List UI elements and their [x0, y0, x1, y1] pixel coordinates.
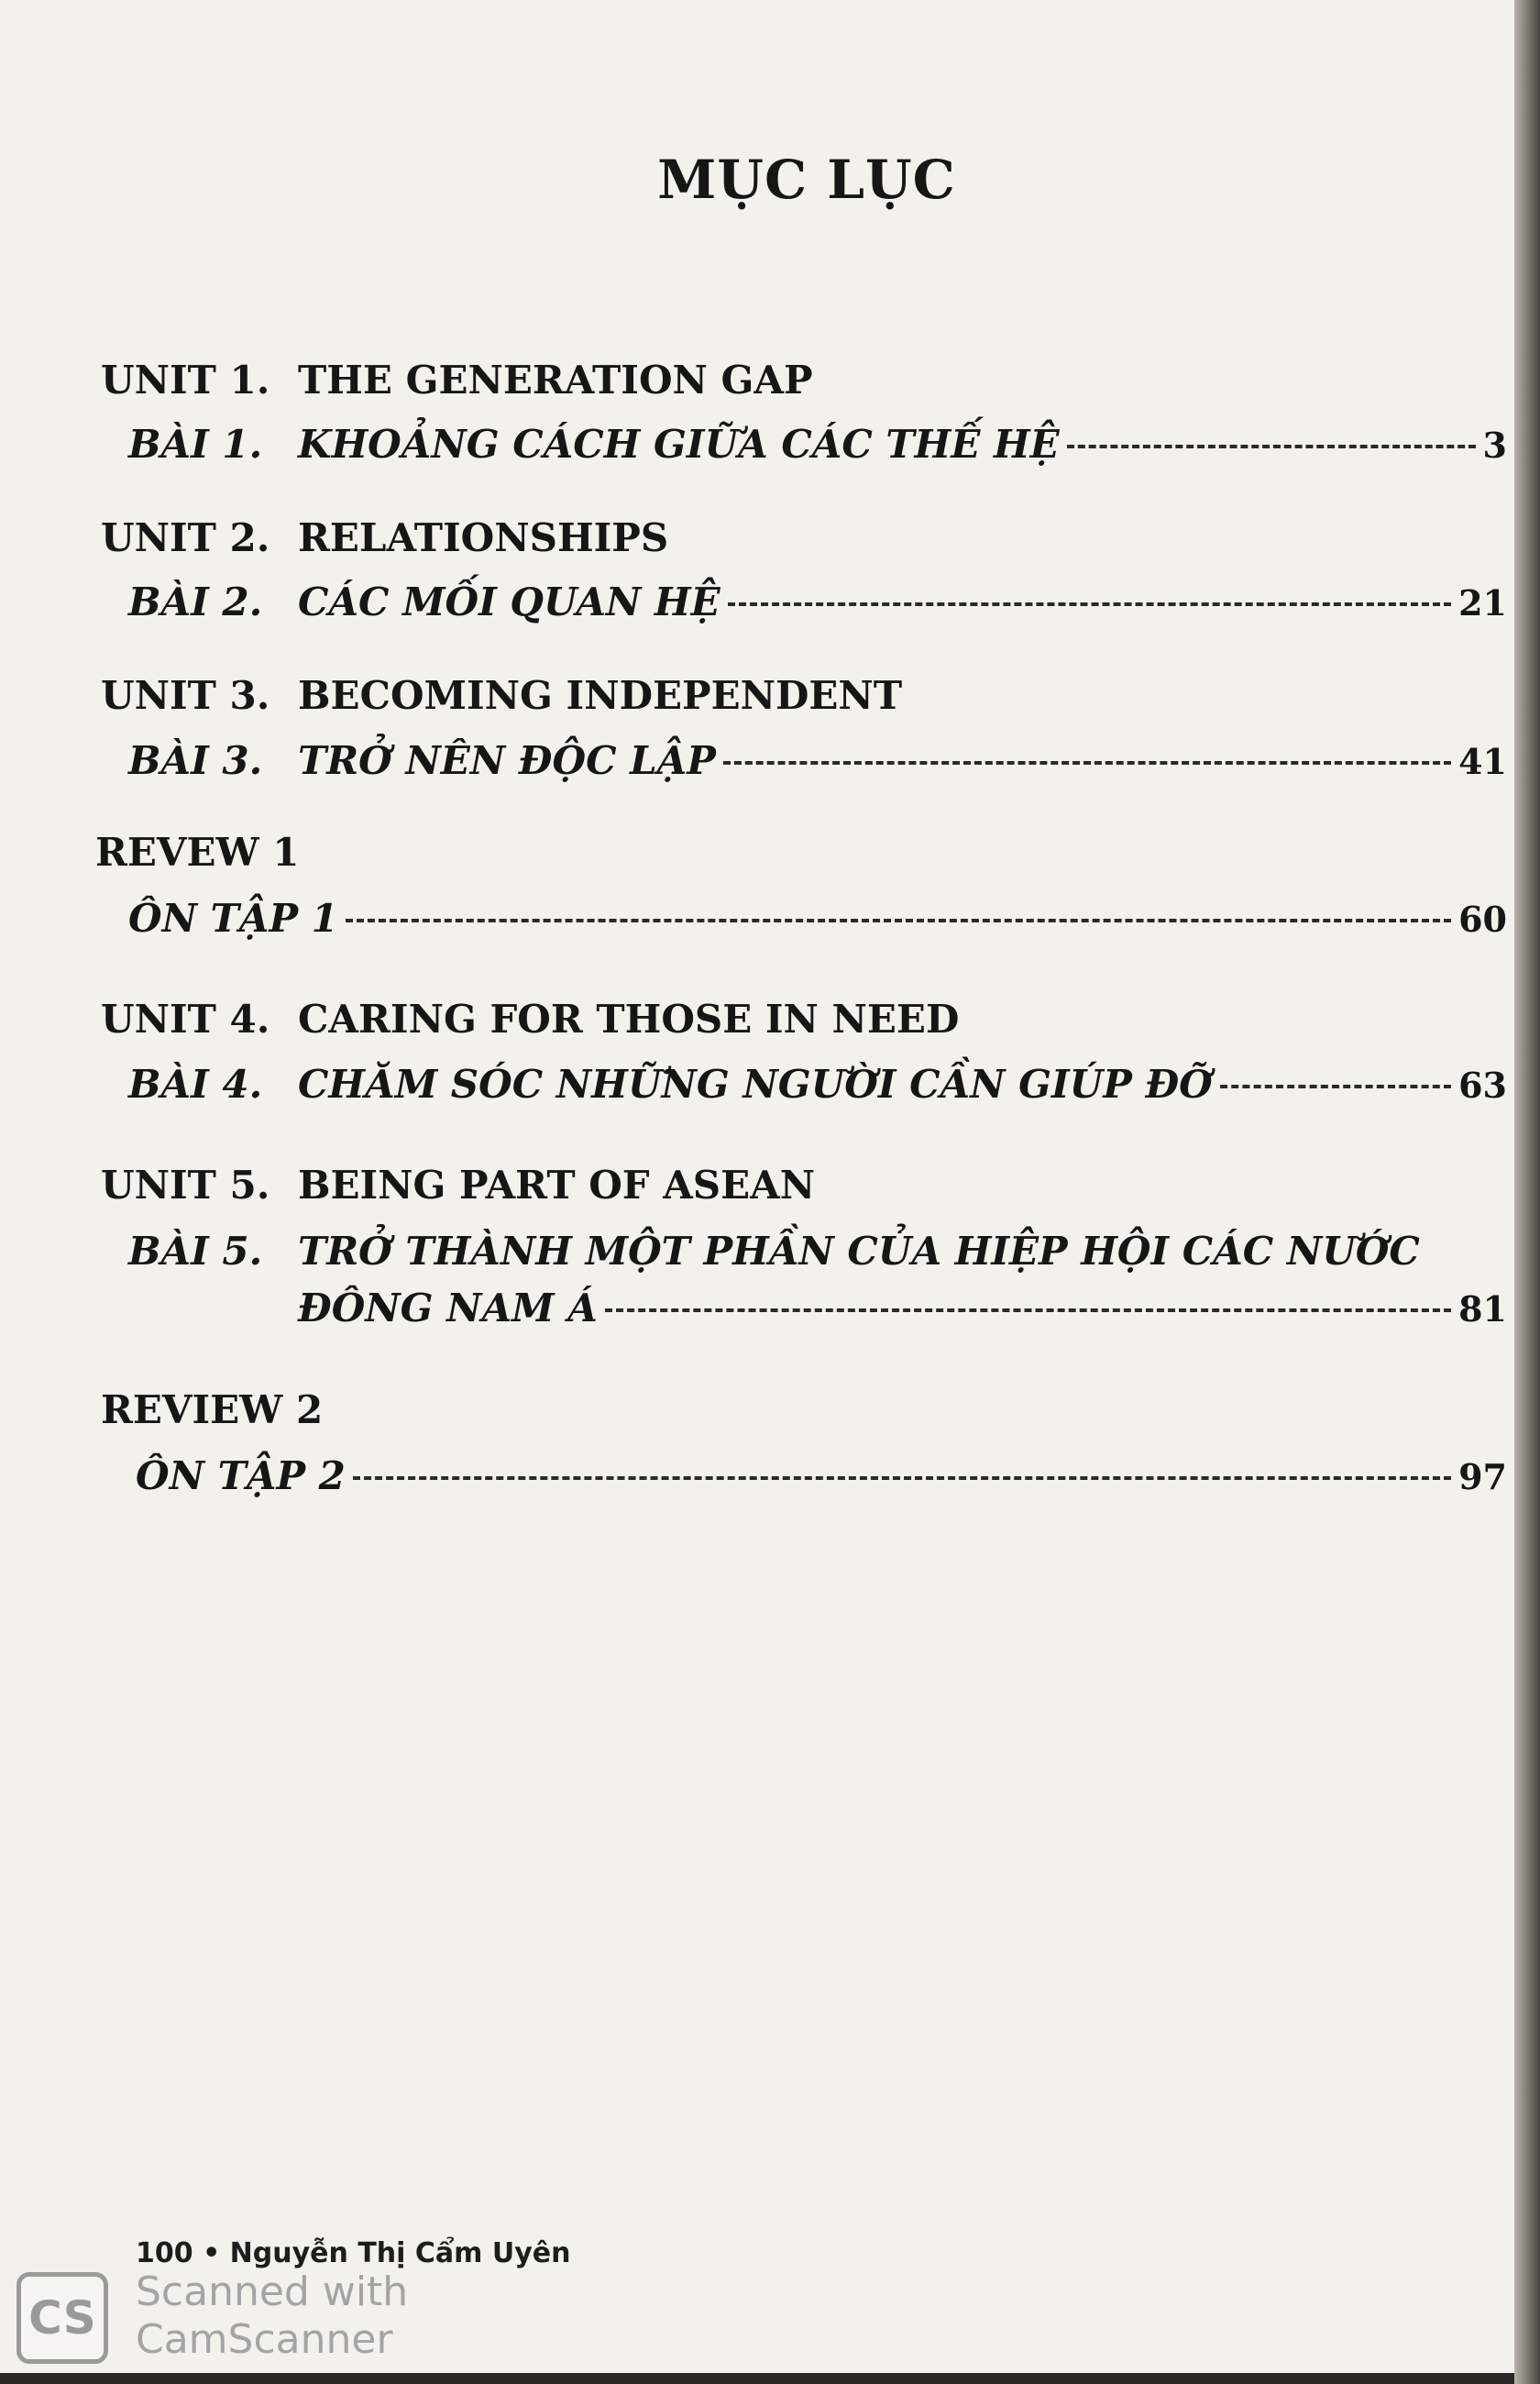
unit-label: UNIT 2.: [101, 515, 270, 560]
review-title: ÔN TẬP 2: [136, 1453, 346, 1498]
page-number: 3: [1482, 425, 1507, 466]
review-label: REVIEW 2: [101, 1387, 324, 1432]
leader-dots: [1067, 445, 1476, 448]
lesson-label: BÀI 2.: [128, 579, 263, 624]
watermark-line-1: Scanned with: [136, 2268, 409, 2315]
toc-entry-bai-2: [0, 575, 1524, 630]
page-number: 60: [1458, 899, 1507, 940]
scan-watermark: [136, 2268, 408, 2364]
toc-entry-bai-5: [0, 1224, 1524, 1279]
unit-title: THE GENERATION GAP: [298, 358, 813, 403]
lesson-title: CHĂM SÓC NHỮNG NGƯỜI CẦN GIÚP ĐỠ: [298, 1062, 1213, 1107]
toc-entry-unit-2: [0, 511, 1524, 566]
watermark-line-2: CamScanner: [136, 2316, 393, 2363]
toc-entry-unit-1: [0, 353, 1524, 408]
leader-dots: [723, 761, 1451, 765]
toc-entry-on-tap-2: [0, 1449, 1524, 1504]
toc-entry-bai-5-cont: [0, 1281, 1524, 1336]
review-title: ÔN TẬP 1: [128, 896, 338, 941]
leader-dots: [605, 1308, 1451, 1312]
page-number: 97: [1458, 1456, 1507, 1497]
unit-label: UNIT 3.: [101, 673, 270, 718]
unit-label: UNIT 4.: [101, 997, 270, 1042]
toc-entry-unit-3: [0, 668, 1524, 723]
lesson-label: BÀI 1.: [128, 422, 263, 467]
page-number: 41: [1458, 741, 1507, 782]
page-edge-shadow: [1514, 0, 1540, 2384]
unit-title: CARING FOR THOSE IN NEED: [298, 997, 960, 1042]
toc-entry-on-tap-1: [0, 891, 1524, 946]
unit-label: UNIT 1.: [101, 358, 270, 403]
lesson-title: KHOẢNG CÁCH GIỮA CÁC THẾ HỆ: [298, 422, 1060, 467]
page-number: 21: [1458, 582, 1507, 624]
toc-entry-bai-4: [0, 1057, 1524, 1112]
leader-dots: [353, 1476, 1451, 1480]
unit-title: BEING PART OF ASEAN: [298, 1163, 816, 1208]
lesson-title: TRỞ NÊN ĐỘC LẬP: [298, 738, 716, 783]
toc-entry-unit-4: [0, 992, 1524, 1047]
page-number: 81: [1458, 1288, 1507, 1330]
camscanner-logo-icon: CS: [16, 2272, 108, 2364]
page-title: MỤC LỤC: [657, 149, 956, 211]
page-footer: 100 • Nguyễn Thị Cẩm Uyên: [136, 2237, 571, 2269]
lesson-label: BÀI 4.: [128, 1062, 263, 1107]
leader-dots: [728, 602, 1451, 606]
toc-entry-unit-5: [0, 1158, 1524, 1213]
lesson-label: BÀI 5.: [128, 1229, 263, 1274]
page-number: 63: [1458, 1065, 1507, 1106]
toc-entry-bai-3: [0, 734, 1524, 789]
toc-entry-review-1: [0, 825, 1524, 880]
lesson-title-continued: ĐÔNG NAM Á: [298, 1286, 598, 1330]
lesson-title: CÁC MỐI QUAN HỆ: [298, 579, 720, 624]
leader-dots: [346, 919, 1451, 922]
lesson-title: TRỞ THÀNH MỘT PHẦN CỦA HIỆP HỘI CÁC NƯỚC: [298, 1229, 1420, 1274]
lesson-label: BÀI 3.: [128, 738, 263, 783]
toc-entry-bai-1: [0, 417, 1524, 472]
unit-title: BECOMING INDEPENDENT: [298, 673, 903, 718]
unit-title: RELATIONSHIPS: [298, 515, 669, 560]
review-label: REVEW 1: [95, 830, 300, 875]
unit-label: UNIT 5.: [101, 1163, 270, 1208]
toc-entry-review-2: [0, 1383, 1524, 1438]
leader-dots: [1220, 1085, 1451, 1088]
